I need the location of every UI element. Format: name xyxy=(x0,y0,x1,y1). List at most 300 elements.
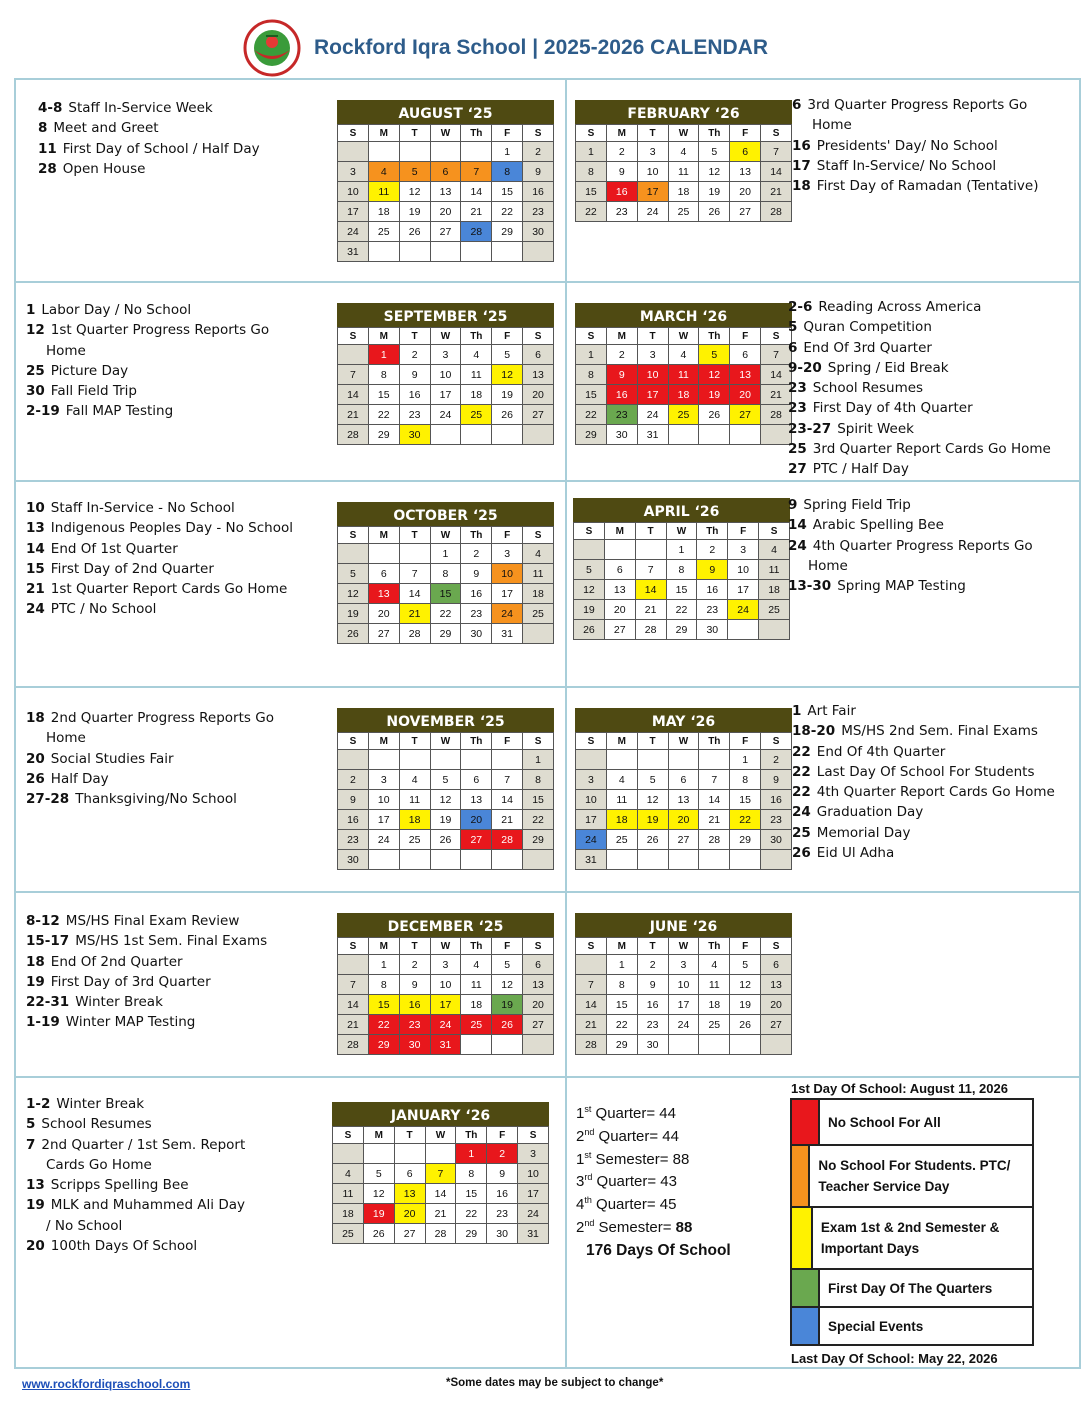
month-calendar-oct xyxy=(337,502,554,644)
weekday-header: S xyxy=(338,938,369,955)
event-item xyxy=(788,495,1033,515)
event-item xyxy=(26,789,274,809)
weekday-header: Th xyxy=(699,125,730,142)
weekday-header: M xyxy=(606,938,637,955)
weekday-header: Th xyxy=(461,733,492,750)
event-text: PTC / No School xyxy=(50,601,157,618)
legend-swatch xyxy=(792,1270,820,1306)
calendar-day: 29 xyxy=(730,830,761,850)
calendar-day: 16 xyxy=(487,1184,518,1204)
calendar-empty-day xyxy=(368,242,399,262)
event-text: Spring / Eid Break xyxy=(827,359,949,376)
event-item xyxy=(788,439,1051,459)
page-title: Rockford Iqra School | 2025-2026 CALENDAR xyxy=(314,36,768,59)
calendar-empty-day xyxy=(699,1035,730,1055)
calendar-day: 2 xyxy=(761,750,792,770)
calendar-day: 5 xyxy=(338,564,369,584)
legend-swatch xyxy=(792,1146,810,1206)
calendar-day: 26 xyxy=(637,830,668,850)
calendar-day: 12 xyxy=(574,580,605,600)
weekday-header: F xyxy=(730,125,761,142)
first-day-of-school: 1st Day Of School: August 11, 2026 xyxy=(791,1081,1008,1096)
calendar-day: 16 xyxy=(523,182,554,202)
weekday-header: W xyxy=(666,523,697,540)
event-date: 23 xyxy=(788,400,807,417)
event-item xyxy=(26,1175,245,1195)
calendar-day: 28 xyxy=(576,1035,607,1055)
calendar-day: 5 xyxy=(430,770,461,790)
calendar-day: 25 xyxy=(606,830,637,850)
calendar-day: 31 xyxy=(492,624,523,644)
event-text: Labor Day / No School xyxy=(41,302,192,318)
event-text: MLK and Muhammed Ali Day xyxy=(50,1197,245,1214)
event-item xyxy=(26,599,293,619)
month-calendar-apr xyxy=(573,498,790,640)
weekday-header: M xyxy=(368,938,399,955)
calendar-day: 13 xyxy=(523,365,554,385)
weekday-header: T xyxy=(399,328,430,345)
calendar-day: 11 xyxy=(368,182,399,202)
weekday-header: S xyxy=(759,523,790,540)
calendar-day: 15 xyxy=(368,385,399,405)
event-text: Home xyxy=(812,117,852,134)
calendar-day: 19 xyxy=(637,810,668,830)
calendar-day: 17 xyxy=(668,995,699,1015)
calendar-day: 20 xyxy=(730,385,761,405)
calendar-day: 19 xyxy=(430,810,461,830)
calendar-day: 20 xyxy=(430,202,461,222)
event-text: First Day of 2nd Quarter xyxy=(50,560,214,577)
event-text: Thanksgiving/No School xyxy=(75,791,237,808)
event-item xyxy=(26,559,293,579)
calendar-day: 4 xyxy=(668,345,699,365)
weekday-header: T xyxy=(399,938,430,955)
event-text: First Day of 4th Quarter xyxy=(812,400,973,417)
calendar-day: 23 xyxy=(606,202,637,222)
weekday-header: Th xyxy=(456,1127,487,1144)
calendar-day: 14 xyxy=(761,162,792,182)
month-calendar-aug xyxy=(337,100,554,262)
event-item xyxy=(788,515,1033,535)
calendar-day: 26 xyxy=(699,202,730,222)
calendar-day: 11 xyxy=(461,975,492,995)
calendar-day: 17 xyxy=(338,202,369,222)
weekday-header: T xyxy=(637,328,668,345)
calendar-day: 22 xyxy=(368,1015,399,1035)
calendar-day: 22 xyxy=(576,202,607,222)
calendar-day: 14 xyxy=(461,182,492,202)
calendar-day: 6 xyxy=(668,770,699,790)
calendar-day: 1 xyxy=(492,142,523,162)
calendar-empty-day xyxy=(576,955,607,975)
calendar-empty-day xyxy=(368,544,399,564)
calendar-day: 6 xyxy=(523,955,554,975)
calendar-day: 4 xyxy=(699,955,730,975)
calendar-day: 27 xyxy=(523,1015,554,1035)
event-item xyxy=(792,136,1038,156)
weekday-header: T xyxy=(399,125,430,142)
calendar-day: 3 xyxy=(430,955,461,975)
calendar-day: 17 xyxy=(368,810,399,830)
q1-count: 1st Quarter= 44 xyxy=(576,1104,676,1122)
calendar-day: 17 xyxy=(637,385,668,405)
calendar-day: 24 xyxy=(637,202,668,222)
calendar-day: 15 xyxy=(576,182,607,202)
calendar-day: 28 xyxy=(761,202,792,222)
calendar-empty-day xyxy=(338,142,369,162)
calendar-day: 4 xyxy=(368,162,399,182)
calendar-day: 21 xyxy=(761,385,792,405)
calendar-day: 21 xyxy=(461,202,492,222)
calendar-empty-day xyxy=(523,425,554,445)
calendar-day: 16 xyxy=(338,810,369,830)
month-title: SEPTEMBER ‘25 xyxy=(337,303,554,327)
weekday-header: W xyxy=(430,125,461,142)
weekday-header: W xyxy=(668,733,699,750)
weekday-header: S xyxy=(338,125,369,142)
calendar-day: 18 xyxy=(333,1204,364,1224)
calendar-day: 26 xyxy=(699,405,730,425)
event-list-sep xyxy=(26,300,269,422)
calendar-day: 8 xyxy=(368,365,399,385)
event-list-aug xyxy=(38,98,260,179)
calendar-empty-day xyxy=(394,1144,425,1164)
event-date: 1-19 xyxy=(26,1014,60,1031)
event-text: / No School xyxy=(46,1217,123,1234)
calendar-day: 28 xyxy=(492,830,523,850)
event-date: 20 xyxy=(26,1238,45,1255)
calendar-day: 17 xyxy=(430,995,461,1015)
calendar-day: 13 xyxy=(461,790,492,810)
calendar-day: 10 xyxy=(637,365,668,385)
calendar-day: 31 xyxy=(518,1224,549,1244)
event-text: Social Studies Fair xyxy=(50,750,174,767)
calendar-day: 4 xyxy=(606,770,637,790)
event-date: 9-20 xyxy=(788,359,822,376)
calendar-day: 3 xyxy=(368,770,399,790)
calendar-day: 9 xyxy=(697,560,728,580)
calendar-empty-day xyxy=(730,425,761,445)
weekday-header: M xyxy=(368,328,399,345)
calendar-day: 6 xyxy=(761,955,792,975)
calendar-day: 22 xyxy=(730,810,761,830)
weekday-header: M xyxy=(606,733,637,750)
calendar-day: 27 xyxy=(523,405,554,425)
calendar-day: 2 xyxy=(523,142,554,162)
event-text: School Resumes xyxy=(41,1116,152,1133)
weekday-header: F xyxy=(492,125,523,142)
weekday-header: Th xyxy=(461,125,492,142)
calendar-empty-day xyxy=(668,425,699,445)
event-date: 27 xyxy=(788,461,807,478)
calendar-day: 2 xyxy=(487,1144,518,1164)
calendar-day: 20 xyxy=(523,385,554,405)
weekday-header: M xyxy=(363,1127,394,1144)
weekday-header: W xyxy=(425,1127,456,1144)
calendar-day: 1 xyxy=(576,345,607,365)
calendar-day: 3 xyxy=(338,162,369,182)
event-item xyxy=(788,297,1051,317)
calendar-day: 13 xyxy=(730,365,761,385)
calendar-empty-day xyxy=(523,242,554,262)
weekday-header: W xyxy=(668,938,699,955)
weekday-header: F xyxy=(492,733,523,750)
legend-label: Special Events xyxy=(828,1318,924,1334)
calendar-day: 9 xyxy=(338,790,369,810)
event-date: 1 xyxy=(792,703,802,719)
month-calendar-dec xyxy=(337,913,554,1055)
calendar-day: 23 xyxy=(399,1015,430,1035)
event-text: 2nd Quarter / 1st Sem. Report xyxy=(41,1136,246,1153)
change-note: *Some dates may be subject to change* xyxy=(446,1377,664,1389)
event-text: First Day of School / Half Day xyxy=(62,140,260,157)
event-date: 24 xyxy=(788,537,807,554)
event-item xyxy=(26,1216,245,1236)
weekday-header: S xyxy=(576,733,607,750)
event-item xyxy=(792,782,1055,802)
calendar-day: 11 xyxy=(333,1184,364,1204)
event-item xyxy=(38,98,260,118)
calendar-day: 14 xyxy=(492,790,523,810)
event-date: 5 xyxy=(788,319,798,336)
event-text: Scripps Spelling Bee xyxy=(50,1177,189,1194)
legend-swatch xyxy=(792,1100,820,1144)
calendar-day: 24 xyxy=(518,1204,549,1224)
event-date: 22 xyxy=(792,784,811,801)
event-date: 4-8 xyxy=(38,100,63,116)
event-item xyxy=(26,749,274,769)
calendar-day: 16 xyxy=(761,790,792,810)
calendar-day: 18 xyxy=(399,810,430,830)
event-text: First Day of Ramadan (Tentative) xyxy=(816,178,1039,195)
legend-item xyxy=(792,1308,1032,1346)
calendar-day: 14 xyxy=(338,385,369,405)
event-text: 1st Quarter Progress Reports Go xyxy=(50,322,270,339)
calendar-day: 9 xyxy=(761,770,792,790)
calendar-day: 23 xyxy=(461,604,492,624)
weekday-header: W xyxy=(430,938,461,955)
calendar-day: 15 xyxy=(430,584,461,604)
s2-count: 2nd Semester= 88 xyxy=(576,1217,693,1236)
calendar-day: 28 xyxy=(425,1224,456,1244)
calendar-day: 12 xyxy=(492,975,523,995)
calendar-day: 10 xyxy=(518,1164,549,1184)
weekday-header: S xyxy=(576,125,607,142)
calendar-day: 18 xyxy=(606,810,637,830)
calendar-day: 14 xyxy=(338,995,369,1015)
calendar-day: 18 xyxy=(368,202,399,222)
calendar-day: 5 xyxy=(699,345,730,365)
calendar-day: 19 xyxy=(363,1204,394,1224)
calendar-day: 20 xyxy=(668,810,699,830)
event-date: 9 xyxy=(788,497,798,513)
legend-label: No School For Students. PTC/ Teacher Service Day xyxy=(818,1158,1011,1194)
calendar-day: 23 xyxy=(697,600,728,620)
calendar-day: 30 xyxy=(697,620,728,640)
event-item xyxy=(792,156,1038,176)
calendar-day: 11 xyxy=(759,560,790,580)
event-text: Graduation Day xyxy=(816,804,924,821)
event-date: 28 xyxy=(38,160,57,177)
calendar-day: 7 xyxy=(461,162,492,182)
month-title: NOVEMBER ‘25 xyxy=(337,708,554,732)
calendar-day: 2 xyxy=(338,770,369,790)
calendar-day: 16 xyxy=(399,995,430,1015)
event-date: 6 xyxy=(788,339,798,356)
event-date: 18 xyxy=(26,710,45,726)
weekday-header: S xyxy=(523,527,554,544)
calendar-day: 11 xyxy=(606,790,637,810)
calendar-day: 25 xyxy=(399,830,430,850)
event-text: 2nd Quarter Progress Reports Go xyxy=(50,710,274,726)
calendar-day: 26 xyxy=(492,1015,523,1035)
calendar-day: 8 xyxy=(666,560,697,580)
event-item xyxy=(38,159,260,179)
calendar-day: 7 xyxy=(699,770,730,790)
event-item xyxy=(788,398,1051,418)
calendar-day: 7 xyxy=(338,365,369,385)
event-text: Winter Break xyxy=(56,1096,145,1112)
month-title: AUGUST ‘25 xyxy=(337,100,554,124)
calendar-day: 9 xyxy=(461,564,492,584)
event-text: Reading Across America xyxy=(818,299,982,315)
calendar-day: 26 xyxy=(399,222,430,242)
calendar-day: 18 xyxy=(668,182,699,202)
calendar-day: 2 xyxy=(697,540,728,560)
calendar-day: 29 xyxy=(456,1224,487,1244)
calendar-day: 9 xyxy=(487,1164,518,1184)
calendar-empty-day xyxy=(699,425,730,445)
event-date: 2-19 xyxy=(26,403,60,420)
calendar-empty-day xyxy=(492,1035,523,1055)
event-text: Staff In-Service/ No School xyxy=(816,157,997,174)
calendar-day: 22 xyxy=(456,1204,487,1224)
calendar-day: 25 xyxy=(759,600,790,620)
calendar-day: 20 xyxy=(523,995,554,1015)
event-item xyxy=(26,1155,245,1175)
calendar-day: 28 xyxy=(461,222,492,242)
month-calendar-mar xyxy=(575,303,792,445)
calendar-day: 26 xyxy=(338,624,369,644)
event-date: 18 xyxy=(26,953,45,970)
weekday-header: S xyxy=(761,125,792,142)
event-text: Winter Break xyxy=(75,994,163,1011)
event-date: 17 xyxy=(792,157,811,174)
event-item xyxy=(788,358,1051,378)
calendar-day: 24 xyxy=(637,405,668,425)
calendar-empty-day xyxy=(730,850,761,870)
event-list-oct xyxy=(26,498,293,620)
weekday-header: S xyxy=(761,733,792,750)
event-list-dec xyxy=(26,911,267,1033)
weekday-header: Th xyxy=(461,938,492,955)
calendar-empty-day xyxy=(606,850,637,870)
calendar-day: 2 xyxy=(399,345,430,365)
calendar-empty-day xyxy=(604,540,635,560)
weekday-header: W xyxy=(668,328,699,345)
website-link[interactable]: www.rockfordiqraschool.com xyxy=(22,1377,191,1391)
calendar-day: 4 xyxy=(523,544,554,564)
calendar-day: 20 xyxy=(394,1204,425,1224)
calendar-day: 23 xyxy=(606,405,637,425)
event-text: Cards Go Home xyxy=(46,1156,152,1173)
calendar-day: 25 xyxy=(699,1015,730,1035)
calendar-day: 22 xyxy=(666,600,697,620)
calendar-day: 21 xyxy=(338,405,369,425)
event-text: Spring MAP Testing xyxy=(837,578,966,595)
calendar-day: 24 xyxy=(368,830,399,850)
calendar-day: 23 xyxy=(487,1204,518,1224)
calendar-empty-day xyxy=(461,1035,492,1055)
calendar-day: 17 xyxy=(637,182,668,202)
event-item xyxy=(788,338,1051,358)
calendar-day: 5 xyxy=(574,560,605,580)
event-list-nov xyxy=(26,708,274,809)
calendar-day: 11 xyxy=(523,564,554,584)
weekday-header: S xyxy=(523,328,554,345)
calendar-day: 11 xyxy=(668,365,699,385)
event-date: 13 xyxy=(26,520,45,537)
calendar-empty-day xyxy=(430,142,461,162)
calendar-day: 23 xyxy=(637,1015,668,1035)
calendar-day: 30 xyxy=(399,1035,430,1055)
calendar-day: 23 xyxy=(338,830,369,850)
calendar-day: 27 xyxy=(461,830,492,850)
calendar-day: 19 xyxy=(699,385,730,405)
calendar-day: 13 xyxy=(523,975,554,995)
calendar-empty-day xyxy=(761,850,792,870)
calendar-day: 27 xyxy=(668,830,699,850)
calendar-day: 10 xyxy=(668,975,699,995)
calendar-day: 26 xyxy=(730,1015,761,1035)
calendar-day: 3 xyxy=(430,345,461,365)
calendar-day: 29 xyxy=(523,830,554,850)
calendar-day: 8 xyxy=(730,770,761,790)
event-item xyxy=(26,728,274,748)
event-item xyxy=(792,95,1038,115)
weekday-header: S xyxy=(523,125,554,142)
calendar-empty-day xyxy=(668,750,699,770)
weekday-header: F xyxy=(492,527,523,544)
calendar-day: 3 xyxy=(637,142,668,162)
calendar-day: 31 xyxy=(637,425,668,445)
weekday-header: T xyxy=(635,523,666,540)
event-date: 15-17 xyxy=(26,933,70,950)
event-text: Indigenous Peoples Day - No School xyxy=(50,520,293,537)
calendar-day: 3 xyxy=(728,540,759,560)
calendar-day: 29 xyxy=(368,425,399,445)
calendar-day: 10 xyxy=(368,790,399,810)
calendar-empty-day xyxy=(399,750,430,770)
calendar-empty-day xyxy=(574,540,605,560)
event-text: School Resumes xyxy=(812,380,924,397)
calendar-day: 8 xyxy=(523,770,554,790)
weekday-header: S xyxy=(576,328,607,345)
event-item xyxy=(792,115,1038,135)
event-item xyxy=(792,823,1055,843)
calendar-day: 16 xyxy=(606,182,637,202)
calendar-day: 9 xyxy=(606,162,637,182)
month-calendar-nov xyxy=(337,708,554,870)
calendar-day: 5 xyxy=(492,955,523,975)
calendar-day: 29 xyxy=(576,425,607,445)
event-item xyxy=(26,992,267,1012)
month-calendar-may xyxy=(575,708,792,870)
calendar-day: 4 xyxy=(333,1164,364,1184)
event-text: 1st Quarter Report Cards Go Home xyxy=(50,581,288,598)
event-text: End Of 1st Quarter xyxy=(50,540,178,557)
month-calendar-jan xyxy=(332,1102,549,1244)
